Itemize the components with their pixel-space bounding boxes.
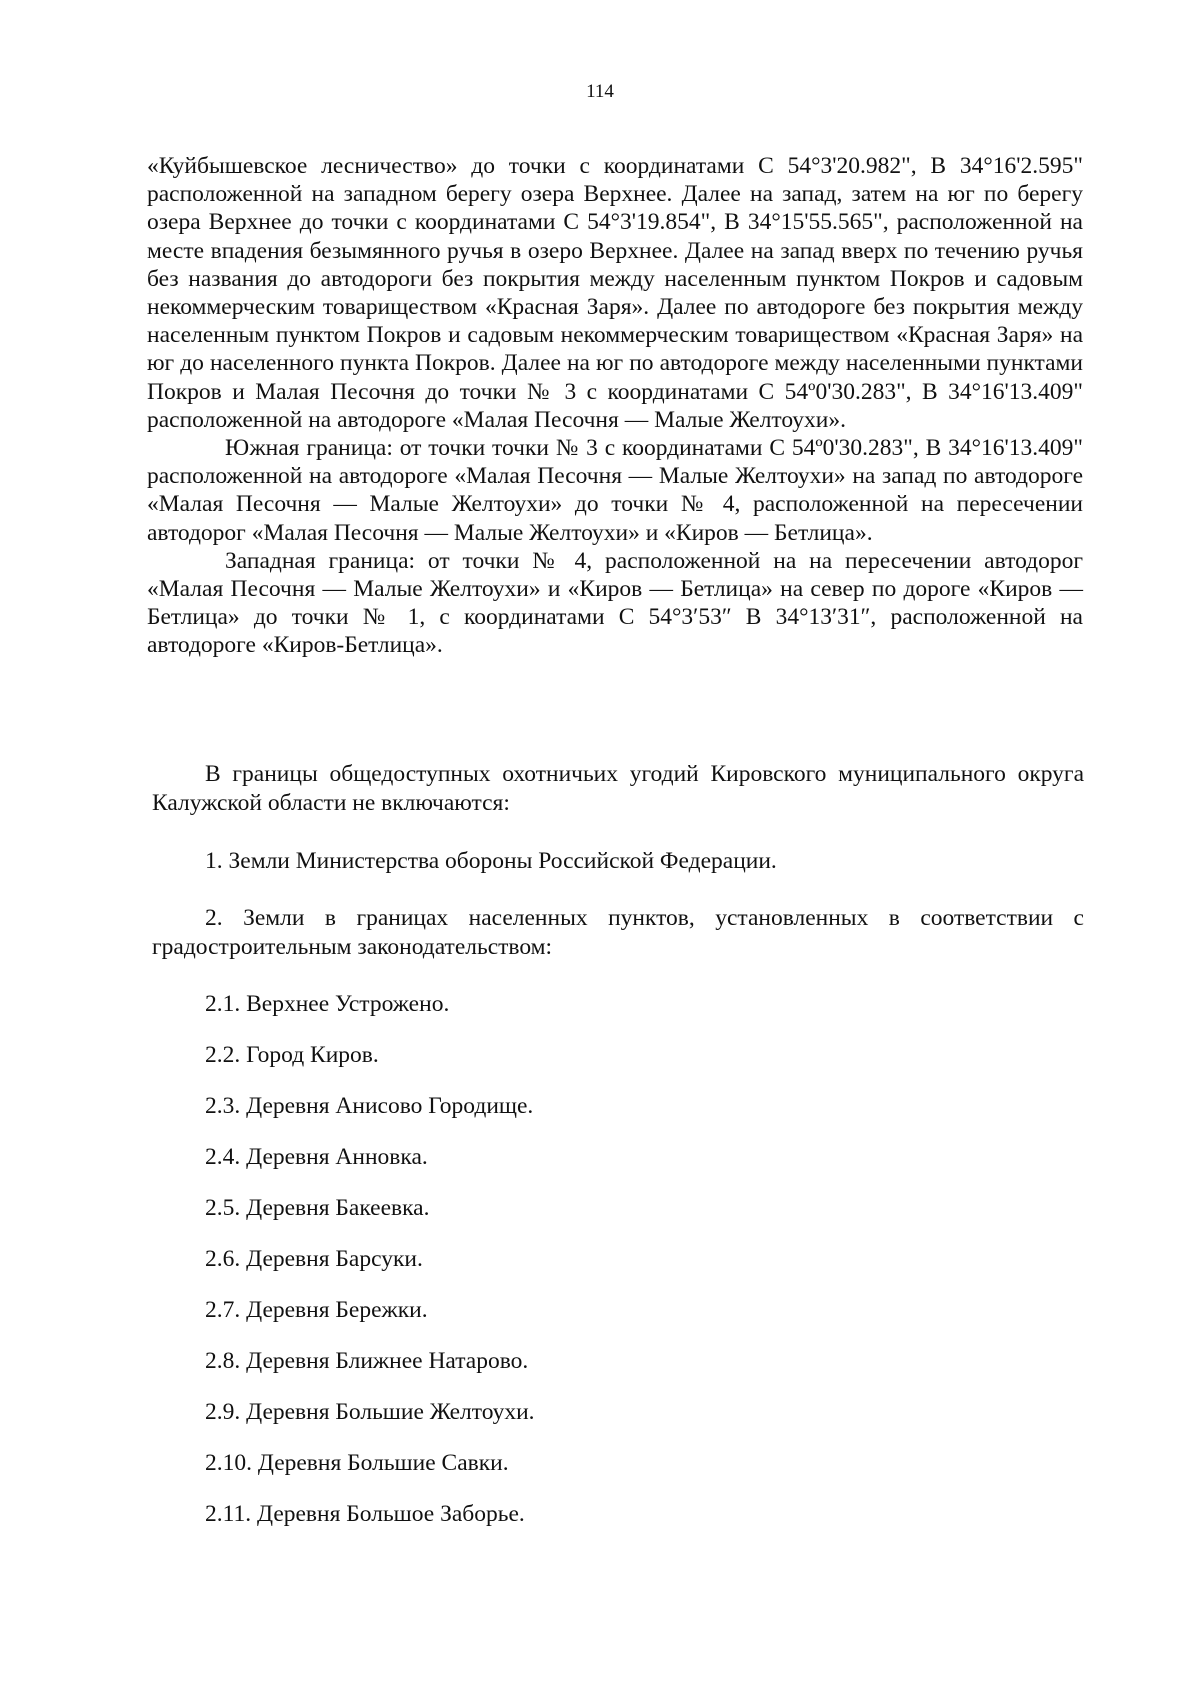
list-item-2-5: 2.5. Деревня Бакеевка. — [205, 1195, 430, 1221]
list-item-2-6: 2.6. Деревня Барсуки. — [205, 1246, 423, 1272]
list-item-1: 1. Земли Министерства обороны Российской Федерации. — [205, 848, 777, 874]
list-item-2-1: 2.1. Верхнее Устрожено. — [205, 991, 450, 1017]
list-item-2: 2. Земли в границах населенных пунктов, установленных в соответствии с градостроительным законодательством: — [152, 905, 1084, 960]
page-number: 114 — [586, 81, 614, 102]
list-item-2-7: 2.7. Деревня Бережки. — [205, 1297, 428, 1323]
paragraph-continuation: «Куйбышевское лесничество» до точки с координатами С 54°3'20.982", В 34°16'2.595" расположенной на западном берегу озера Верхнее. Далее на запад, затем на юг по берегу озера Верхнее до точки с координатами С 54°3'19.854", В 34°15'55.565", расположенной на месте впадения безымянного ручья в озеро Верхнее. Далее на запад вверх по течению ручья без названия до автодороги без покрытия между населенным пунктом Покров и садовым некоммерческим товариществом «Красная Заря». Далее по автодороге без покрытия между населенным пунктом Покров и садовым некоммерческим товариществом «Красная Заря» на юг до населенного пункта Покров. Далее на юг по автодороге между населенными пунктами Покров и Малая Песочня до точки № 3 с координатами С 54º0'30.283", В 34°16'13.409" расположенной на автодороге «Малая Песочня — Малые Желтоухи». — [147, 153, 1083, 433]
list-item-2-9: 2.9. Деревня Большие Желтоухи. — [205, 1399, 535, 1425]
list-item-2-11: 2.11. Деревня Большое Заборье. — [205, 1501, 525, 1527]
list-item-2-10: 2.10. Деревня Большие Савки. — [205, 1450, 509, 1476]
paragraph-south-border: Южная граница: от точки точки № 3 с координатами С 54º0'30.283", В 34°16'13.409" расположенной на автодороге «Малая Песочня — Малые Желтоухи» на запад по автодороге «Малая Песочня — Малые Желтоухи» до точки № 4, расположенной на пересечении автодорог «Малая Песочня — Малые Желтоухи» и «Киров — Бетлица». — [147, 435, 1083, 546]
list-item-2-3: 2.3. Деревня Анисово Городище. — [205, 1093, 534, 1119]
list-item-2-8: 2.8. Деревня Ближнее Натарово. — [205, 1348, 529, 1374]
paragraph-west-border: Западная граница: от точки № 4, расположенной на на пересечении автодорог «Малая Песочня — Малые Желтоухи» и «Киров — Бетлица» на север по дороге «Киров — Бетлица» до точки № 1, с координатами С 54°3′53″ В 34°13′31″, расположенной на автодороге «Киров-Бетлица». — [147, 547, 1083, 659]
list-item-2-2: 2.2. Город Киров. — [205, 1042, 379, 1068]
paragraph-exclusions-intro: В границы общедоступных охотничьих угодий Кировского муниципального округа Калужской области не включаются: — [152, 761, 1084, 816]
boundary-description — [147, 152, 1083, 660]
list-item-2-4: 2.4. Деревня Анновка. — [205, 1144, 428, 1170]
